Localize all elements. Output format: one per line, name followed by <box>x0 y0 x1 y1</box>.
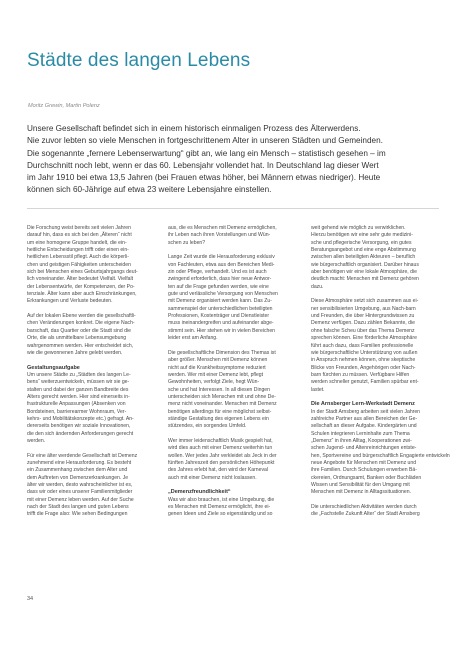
body-column-1 <box>27 225 155 519</box>
text-line: sche und hat Interessen. In all diesen Dingen <box>168 386 270 393</box>
text-line: ner sensibilisierten Umgebung, aus Nach-barn <box>311 305 416 312</box>
text-line: wie bürgerschaftlich organisiert. Darüber hinaus <box>311 261 419 268</box>
text-line: Diese Atmosphäre setzt sich zusammen aus ei- <box>311 298 419 305</box>
text-line: des Jahres erlebt hat, den wird der Karneval <box>168 467 268 474</box>
text-line: zwingend erforderlich, dass hier neue Antwor- <box>168 276 272 283</box>
text-line: mit Demenz organisiert werden kann. Das Zu- <box>168 298 272 305</box>
text-line: neue Angebote für Menschen mit Demenz und <box>311 460 417 466</box>
text-line: Orte, die als unmittelbare Lebensumgebung <box>27 335 127 342</box>
text-line: ohne falsche Scheu über das Thema Demenz <box>311 327 415 334</box>
text-line: zin oder Pflege, verhandelt. Und es ist auch <box>168 269 267 276</box>
text-line: Alters gerecht werden. Hier sind einerseits in- <box>27 393 130 400</box>
text-line: Wissen und Sensibilität für den Umgang mit <box>311 482 410 489</box>
text-line: ständige Gestaltung des eigenen Lebens ein <box>168 415 269 422</box>
text-line: Professionen, Kostenträger und Dienstleister <box>168 313 270 320</box>
text-line: nicht auf die Krankheitssymptome reduziert <box>168 364 266 371</box>
text-line: wollen. Wer jedes Jahr verkleidet als Jeck in der <box>168 452 277 459</box>
text-line: fünften Jahreszeit den persönlichen Höhepunkt <box>168 460 275 466</box>
text-line: es Menschen mit Demenz ermöglicht, ihre ei- <box>168 504 271 511</box>
body-paragraph <box>27 453 155 519</box>
text-line: chen und geistigen Fähigkeiten unterscheiden <box>27 261 131 268</box>
text-line: Auf der lokalen Ebene werden die gesellschaftli- <box>27 313 136 320</box>
text-line: leider erst am Anfang. <box>168 335 218 342</box>
text-line: stützendes, ein sorgendes Umfeld. <box>168 423 247 430</box>
text-line: Lange Zeit wurde die Herausforderung exklusiv <box>168 254 275 261</box>
text-line: die „Fachstelle Zukunft Alter“ der Stadt Arnsberg <box>311 511 420 518</box>
text-line: benötigen allerdings für eine möglichst selbst- <box>168 408 272 415</box>
text-line: Menschen mit Demenz in Alltagssituationen. <box>311 489 411 496</box>
text-line: unterscheiden sich Menschen mit und ohne De- <box>168 393 276 400</box>
text-line: Schulen integrieren Lerninhalte zum Thema <box>311 430 410 437</box>
lead-line: Nie zuvor lebten so viele Menschen in fortgeschrittenem Alter in unseren Städten und Gemeinden. <box>27 136 383 146</box>
body-paragraph <box>168 225 296 247</box>
lead-line: können sich 60-Jährige auf etwa 23 weitere Lebensjahre einstellen. <box>27 185 272 195</box>
text-line: Um unsere Städte zu „Städten des langen Le- <box>27 371 131 378</box>
text-line: sprechen können. Eine förderliche Atmosphäre <box>311 335 417 342</box>
text-line: führt auch dazu, dass Familien professionelle <box>311 342 414 349</box>
text-line: auch mit einer Demenz nicht loslassen. <box>168 474 257 481</box>
body-paragraph <box>311 408 450 497</box>
text-line: ihr Leben nach ihren Vorstellungen und Wün- <box>168 232 271 239</box>
page-number: 34 <box>27 596 34 602</box>
text-line: trifft die Frage also: Wie sehen Bedingungen <box>27 511 128 518</box>
text-line: zunehmend eine Herausforderung. Es besteht <box>27 460 132 466</box>
lead-line: Durchschnitt noch lebt, wenn er das 60. Lebensjahr vollendet hat. In Deutschland lag dieser Wert <box>27 160 379 170</box>
body-paragraph <box>311 225 439 291</box>
text-line: Demenz verfügen. Dazu zählen Bekannte, die <box>311 320 415 327</box>
text-line: die den sich ändernden Anforderungen gerecht <box>27 430 134 437</box>
text-line: tenziale. Älter kann aber auch Einschränkungen, <box>27 291 137 298</box>
text-line: deutlich macht: Menschen mit Demenz gehören <box>311 276 419 283</box>
text-line: zahlreiche Partner aus allen Bereichen der Ge- <box>311 415 418 422</box>
text-line: Die Forschung weist bereits seit vielen Jahren <box>27 225 131 231</box>
text-line: ein Zusammenhang zwischen dem Alter und <box>27 467 128 474</box>
body-column-2 <box>168 225 296 519</box>
text-line: In der Stadt Arnsberg arbeiten seit vielen Jahren <box>311 408 421 415</box>
body-paragraph <box>27 372 155 445</box>
body-column-3 <box>311 225 450 519</box>
text-line: bens“ weiterzuentwickeln, müssen wir sie ge- <box>27 379 130 386</box>
lead-line: Die sogenannte „fernere Lebenserwartung“ gibt an, wie lang ein Mensch – statistisch gesehen – im <box>27 148 386 158</box>
text-line: genen Ideen und Ziele so eigenständig und so <box>168 511 273 518</box>
body-paragraph <box>168 350 296 431</box>
text-line: dererseits benötigen wir soziale Innovationen, <box>27 423 131 430</box>
body-paragraph <box>27 225 155 306</box>
text-line: und Freunden, die über Hintergrundwissen zu <box>311 313 415 320</box>
section-heading-demenzfreundlichkeit: „Demenzfreundlichkeit“ <box>168 489 231 496</box>
text-line: Was wir also brauchen, ist eine Umgebung, die <box>168 496 275 503</box>
text-line: lastet. <box>311 386 325 393</box>
text-line: Erkrankungen und Verluste bedeuten. <box>27 298 113 305</box>
text-line: wie die gewonnenen Jahre gelebt werden. <box>27 349 123 356</box>
text-line: „Demenz“ in ihren Alltag, Kooperationen zwi- <box>311 437 412 444</box>
text-line: wird dies auch mit einer Demenz weiterhin tun <box>168 445 273 452</box>
text-line: werden schneller genutzt, Familien spürbar ent- <box>311 379 419 386</box>
section-heading-gestaltungsaufgabe: Gestaltungsaufgabe <box>27 364 80 371</box>
text-line: nach der Stadt des langen und guten Lebens <box>27 504 129 511</box>
body-paragraph <box>311 504 439 519</box>
text-line: darauf hin, dass es sich bei den „Älteren“ nicht <box>27 232 132 239</box>
text-line: gute und verlässliche Versorgung von Menschen <box>168 291 278 298</box>
text-line: stimmt sein. Hier stehen wir in vielen Bereichen <box>168 327 276 334</box>
body-paragraph <box>27 313 155 357</box>
text-line: mit einer Demenz leben werden. Auf der Suche <box>27 496 134 503</box>
article-authors: Moritz Grewin, Martin Polenz <box>28 103 100 109</box>
text-line: um eine homogene Gruppe handelt, die ein- <box>27 239 127 246</box>
text-line: barschaft, das Quartier oder die Stadt sind die <box>27 327 131 334</box>
text-line: chen Veränderungen konkret. Die eigene Nach- <box>27 320 135 327</box>
text-line: von Fachleuten, etwa aus den Bereichen Medi- <box>168 261 275 268</box>
text-line: muss ineinandergreifen und aufeinander abge- <box>168 320 274 327</box>
text-line: sich bei Menschen eines Geburtsjahrgangs deut- <box>27 269 138 276</box>
text-line: sellschaft an dieser Aufgabe. Kindergärten und <box>311 423 417 430</box>
text-line: werden. Wer mit einer Demenz lebt, pflegt <box>168 371 264 378</box>
text-line: in Anspruch nehmen können, ohne skeptische <box>311 357 416 364</box>
text-line: der Lebensentwürfe, der Kompetenzen, der Po- <box>27 283 135 290</box>
text-line: Blicke von Freunden, Angehörigen oder Nach- <box>311 364 416 371</box>
text-line: heitlichen Lebensstil pflegt. Auch die körperli- <box>27 254 129 261</box>
text-line: dem Auftreten von Demenzerkrankungen. Je <box>27 474 129 481</box>
text-line: schen Jugend- und Altenreinrichtungen entste- <box>311 445 417 452</box>
text-line: Hierzu benötigen wir eine sehr gute medizini- <box>311 232 413 239</box>
text-line: menz nicht voneinander. Menschen mit Demenz <box>168 401 277 408</box>
text-line: Beratungsangebot und eine enge Abstimmung <box>311 247 416 254</box>
lead-line: Unsere Gesellschaft befindet sich in einem historisch einmaligen Prozess des Älterwerdens. <box>27 124 361 133</box>
text-line: aber größer. Menschen mit Demenz können <box>168 357 268 364</box>
text-line: hen, Sportvereine und bürgerschaftlich Engagierte entwickeln <box>311 452 450 459</box>
text-line: wie bürgerschaftliche Unterstützung von außen <box>311 349 418 356</box>
text-line: dazu. <box>311 283 324 290</box>
text-line: Die gesellschaftliche Dimension des Themas ist <box>168 349 276 356</box>
text-line: aber benötigen wir eine lokale Atmosphäre, die <box>311 269 417 276</box>
divider <box>27 208 439 209</box>
text-line: zwischen allen beteiligten Akteuren – beruflich <box>311 254 416 261</box>
text-line: Für eine älter werdende Gesellschaft ist Demenz <box>27 452 138 459</box>
page-title: Städte des langen Lebens <box>27 50 251 71</box>
text-line: ihre Familien. Durch Schulungen erwerben Bä- <box>311 467 417 474</box>
text-line: sche und pflegerische Versorgung, ein gutes <box>311 239 412 246</box>
text-line: ckereien, Ordnungsamt, Banken oder Buchläden <box>311 474 422 481</box>
body-paragraph <box>168 254 296 342</box>
text-line: dass wir oder eines unserer Familienmitglieder <box>27 489 133 496</box>
text-line: lich voneinander. Älter bedeutet Vielfalt. Vielfalt <box>27 276 134 283</box>
text-line: älter wir werden, desto wahrscheinlicher ist es, <box>27 482 133 489</box>
text-line: Bordsteinen, barrierearmer Wohnraum, Ver- <box>27 408 127 415</box>
text-line: sammenspiel der unterschiedlichen beteiligten <box>168 305 273 312</box>
text-line: heitliche Entscheidungen trifft oder einen ein- <box>27 247 129 254</box>
text-line: schen zu leben? <box>168 239 206 246</box>
body-paragraph <box>311 298 439 393</box>
lead-line: im Jahr 1910 bei etwa 13,5 Jahren (bei Frauen etwas höher, bei Männern etwas niedriger). Heute <box>27 173 381 183</box>
section-heading-lern-werkstadt: Die Arnsberger Lern-Werkstadt Demenz <box>311 401 415 408</box>
text-line: Wer immer leidenschaftlich Musik gespielt hat, <box>168 437 273 444</box>
text-line: ten auf die Frage gefunden werden, wie eine <box>168 283 269 290</box>
lead-paragraph <box>27 123 439 197</box>
text-line: barn fürchten zu müssen. Verfügbare Hilfen <box>311 371 410 378</box>
body-paragraph <box>168 497 296 519</box>
text-line: frastrukturelle Anpassungen (Absenken von <box>27 401 126 408</box>
text-line: aus, die es Menschen mit Demenz ermöglichen, <box>168 225 277 231</box>
text-line: weit gehend wie möglich zu verwirklichen. <box>311 225 406 231</box>
text-line: kehrs- und Mobilitätskonzepte etc.) gefragt. An- <box>27 415 134 422</box>
text-line: wahrgenommen werden. Hier entscheidet sich, <box>27 342 134 349</box>
text-line: werden. <box>27 437 46 444</box>
text-line: stalten und dabei der ganzen Bandbreite des <box>27 386 129 393</box>
body-paragraph <box>168 438 296 482</box>
text-line: Gewohnheiten, verfolgt Ziele, hegt Wün- <box>168 379 260 386</box>
text-line: Die unterschiedlichen Aktivitäten werden durch <box>311 504 417 511</box>
